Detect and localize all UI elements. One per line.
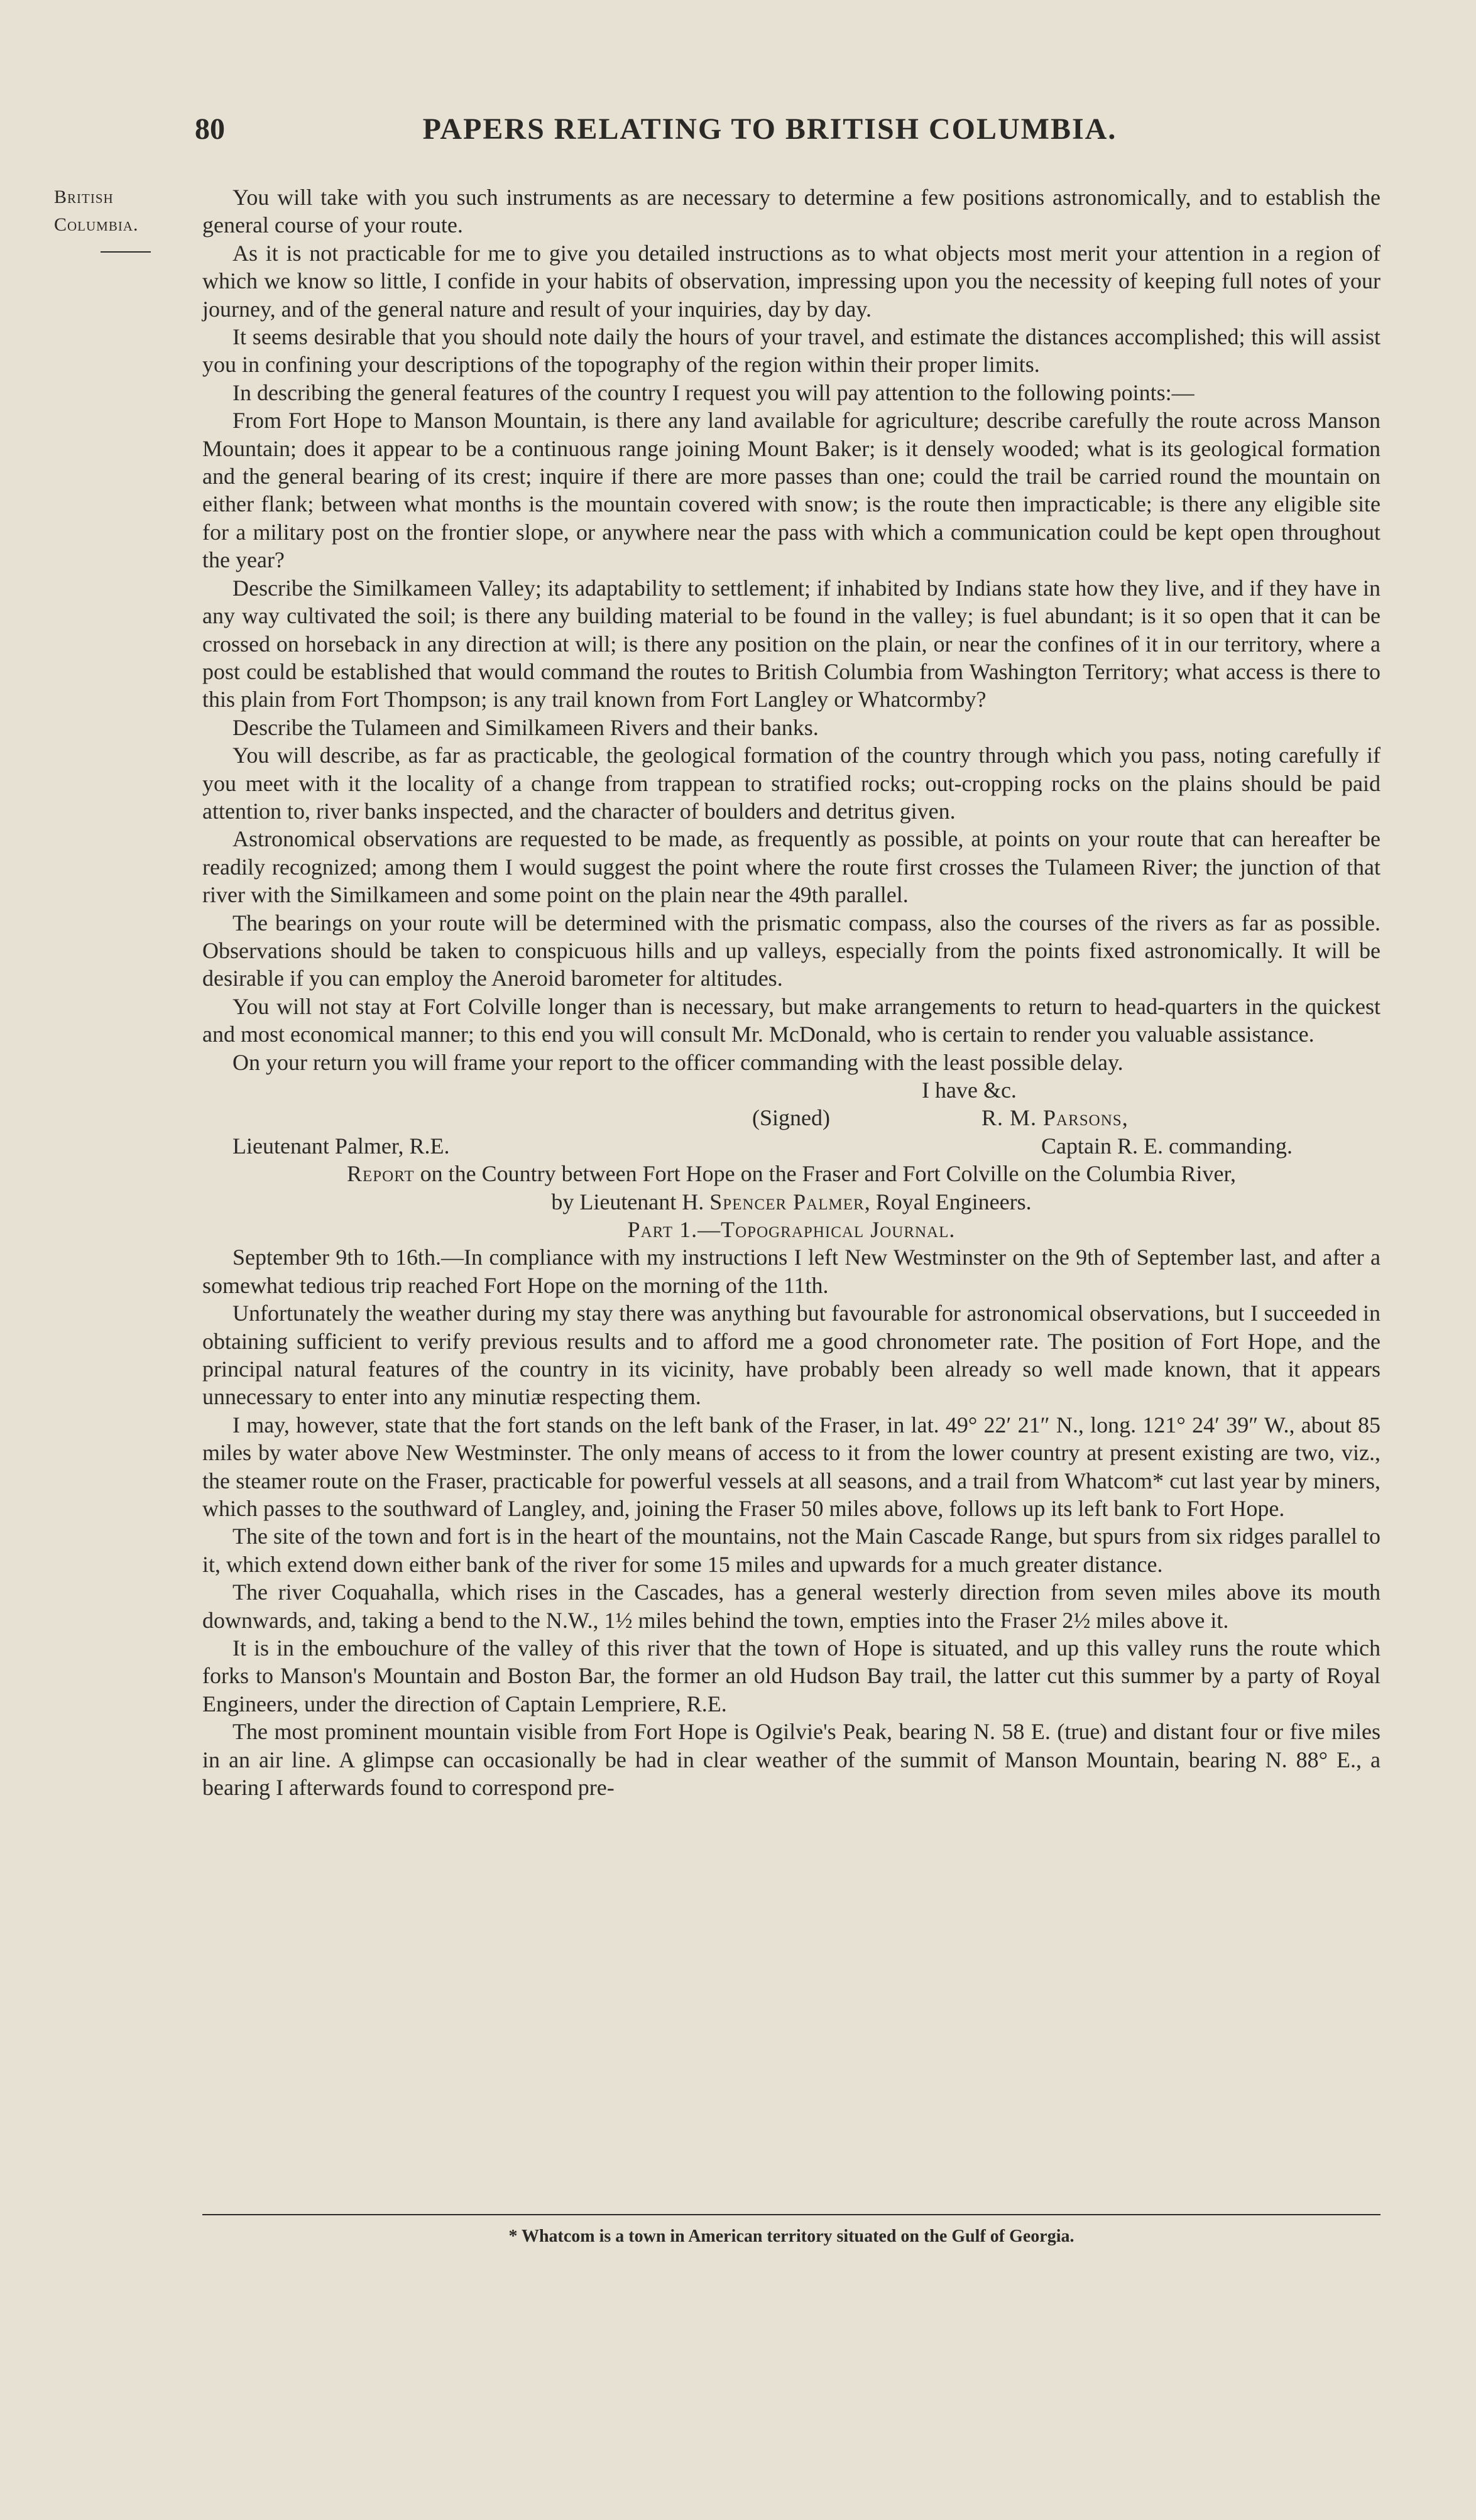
- instruction-paragraph: You will not stay at Fort Colville longer than is necessary, but make arrangements to return to head-quarters in the quickest and most economical manner; to this end you will consult Mr. McDonald, who is certain to render you valuable assistance.: [202, 993, 1380, 1047]
- report-title-rest: on the Country between Fort Hope on the Fraser and Fort Colville on the Columbia River,: [414, 1161, 1237, 1187]
- report-title: [202, 1160, 1380, 1216]
- report-author-suffix: , Royal Engineers.: [864, 1189, 1032, 1214]
- margin-divider: [101, 251, 151, 253]
- instruction-paragraph: Astronomical observations are requested to be made, as frequently as possible, at points on your route that can hereafter be readily recognized; among them I would suggest the point where the route first crosses the Tulameen River; the junction of that river with the Similkameen and some point on the plain near the 49th parallel.: [202, 826, 1380, 908]
- instruction-paragraph: Describe the Tulameen and Similkameen Rivers and their banks.: [232, 714, 819, 740]
- instruction-paragraph: On your return you will frame your report to the officer commanding with the least possible delay.: [232, 1049, 1123, 1075]
- running-title: PAPERS RELATING TO BRITISH COLUMBIA.: [422, 112, 1117, 146]
- signatory: R. M. Parsons,: [981, 1105, 1129, 1131]
- instruction-paragraph: You will take with you such instruments as are necessary to determine a few positions astronomically, and to establish the general course of your route.: [202, 185, 1380, 238]
- instruction-paragraph: It seems desirable that you should note daily the hours of your travel, and estimate the distances accomplished; this will assist you in confining your descriptions of the topography of the region within their proper limits.: [202, 324, 1380, 378]
- report-paragraph: September 9th to 16th.—In compliance with my instructions I left New Westminster on the 9th of September last, and after a somewhat tedious trip reached Fort Hope on the morning of the 11th.: [202, 1245, 1380, 1298]
- addressee: Lieutenant Palmer, R.E.: [232, 1133, 450, 1159]
- instruction-paragraph: From Fort Hope to Manson Mountain, is there any land available for agriculture; describe carefully the route across Manson Mountain; does it appear to be a continuous range joining Mount Baker; is it densely wooded; what is its geological formation and the general bearing of its crest; inquire if there are more passes than one; could the trail be carried round the mountain on either flank; between what months is the mountain covered with snow; is the route then impracticable; is there any eligible site for a military post on the frontier slope, or anywhere near the pass with which a communication could be kept open throughout the year?: [202, 408, 1380, 573]
- signatory-rank: Captain R. E. commanding.: [1041, 1133, 1293, 1159]
- letter-closing: [202, 1076, 1380, 1160]
- footnote: * Whatcom is a town in American territory situated on the Gulf of Georgia.: [508, 2227, 1074, 2246]
- report-author-prefix: by Lieutenant H.: [551, 1189, 710, 1214]
- report-author-name: Spencer Palmer: [709, 1189, 865, 1214]
- report-paragraph: Unfortunately the weather during my stay there was anything but favourable for astronomical observations, but I succeeded in obtaining sufficient to verify previous results and to afford me a good chronometer rate. The position of Fort Hope, and the principal natural features of the country in its vicinity, have probably been already so well made known, that it appears unnecessary to enter into any minutiæ respecting them.: [202, 1301, 1380, 1410]
- report-paragraph: The site of the town and fort is in the heart of the mountains, not the Main Cascade Range, but spurs from six ridges parallel to it, which extend down either bank of the river for some 15 miles and upwards for a much greater distance.: [202, 1524, 1380, 1577]
- report-paragraph: The most prominent mountain visible from Fort Hope is Ogilvie's Peak, bearing N. 58 E. (true) and distant four or five miles in an air line. A glimpse can occasionally be had in clear weather of the summit of Manson Mountain, bearing N. 88° E., a bearing I afterwards found to correspond pre-: [202, 1719, 1380, 1801]
- report-paragraph: It is in the embouchure of the valley of this river that the town of Hope is situated, and up this valley runs the route which forks to Manson's Mountain and Boston Bar, the former an old Hudson Bay trail, the latter cut this summer by a party of Royal Engineers, under the direction of Captain Lempriere, R.E.: [202, 1635, 1380, 1716]
- report-paragraph: I may, however, state that the fort stands on the left bank of the Fraser, in lat. 49° 22′ 21″ N., long. 121° 24′ 39″ W., about 85 miles by water above New Westminster. The only means of access to it from the lower country at present existing are two, viz., the steamer route on the Fraser, practicable for powerful vessels at all seasons, and a trail from Whatcom* cut last year by miners, which passes to the southward of Langley, and, joining the Fraser 50 miles above, follows up its left bank to Fort Hope.: [202, 1412, 1380, 1522]
- instruction-paragraph: Describe the Similkameen Valley; its adaptability to settlement; if inhabited by Indians state how they live, and if they have in any way cultivated the soil; is there any building material to be found in the valley; is fuel abundant; is it so open that it can be crossed on horseback in any direction at will; is there any position on the plain, or near the confines of it in our territory, where a post could be established that would command the routes to British Columbia from Washington Territory; what access is there to this plain from Fort Thompson; is any trail known from Fort Langley or Whatcormby?: [202, 575, 1380, 712]
- instruction-paragraph: You will describe, as far as practicable, the geological formation of the country through which you pass, noting carefully if you meet with it the locality of a change from trappean to stratified rocks; out-cropping rocks on the plains should be paid attention to, river banks inspected, and the character of boulders and detritus given.: [202, 743, 1380, 824]
- running-head: [195, 112, 1345, 156]
- margin-note-line1: British: [54, 187, 114, 207]
- signed-label: (Signed): [752, 1105, 830, 1131]
- page-number: 80: [195, 112, 225, 146]
- salutation: I have &c.: [922, 1077, 1017, 1103]
- margin-note: [54, 183, 205, 253]
- report-title-word: Report: [346, 1161, 415, 1187]
- instruction-paragraph: In describing the general features of the country I request you will pay attention to the following points:—: [232, 379, 1194, 405]
- margin-note-line2: Columbia.: [54, 214, 139, 235]
- footnote-divider: [202, 2214, 1380, 2215]
- part-title: Part 1.—Topographical Journal.: [627, 1216, 956, 1242]
- instruction-paragraph: As it is not practicable for me to give you detailed instructions as to what objects most merit your attention in a region of which we know so little, I confide in your habits of observation, impressing upon you the necessity of keeping full notes of your journey, and of the general nature and result of your inquiries, day by day.: [202, 240, 1380, 322]
- instruction-paragraph: The bearings on your route will be determined with the prismatic compass, also the courses of the rivers as far as possible. Observations should be taken to conspicuous hills and up valleys, especially from the points fixed astronomically. It will be desirable if you can employ the Aneroid barometer for altitudes.: [202, 910, 1380, 991]
- report-paragraph: The river Coquahalla, which rises in the Cascades, has a general westerly direction from seven miles above its mouth downwards, and, taking a bend to the N.W., 1½ miles behind the town, empties into the Fraser 2½ miles above it.: [202, 1579, 1380, 1633]
- body-text: [202, 183, 1380, 1802]
